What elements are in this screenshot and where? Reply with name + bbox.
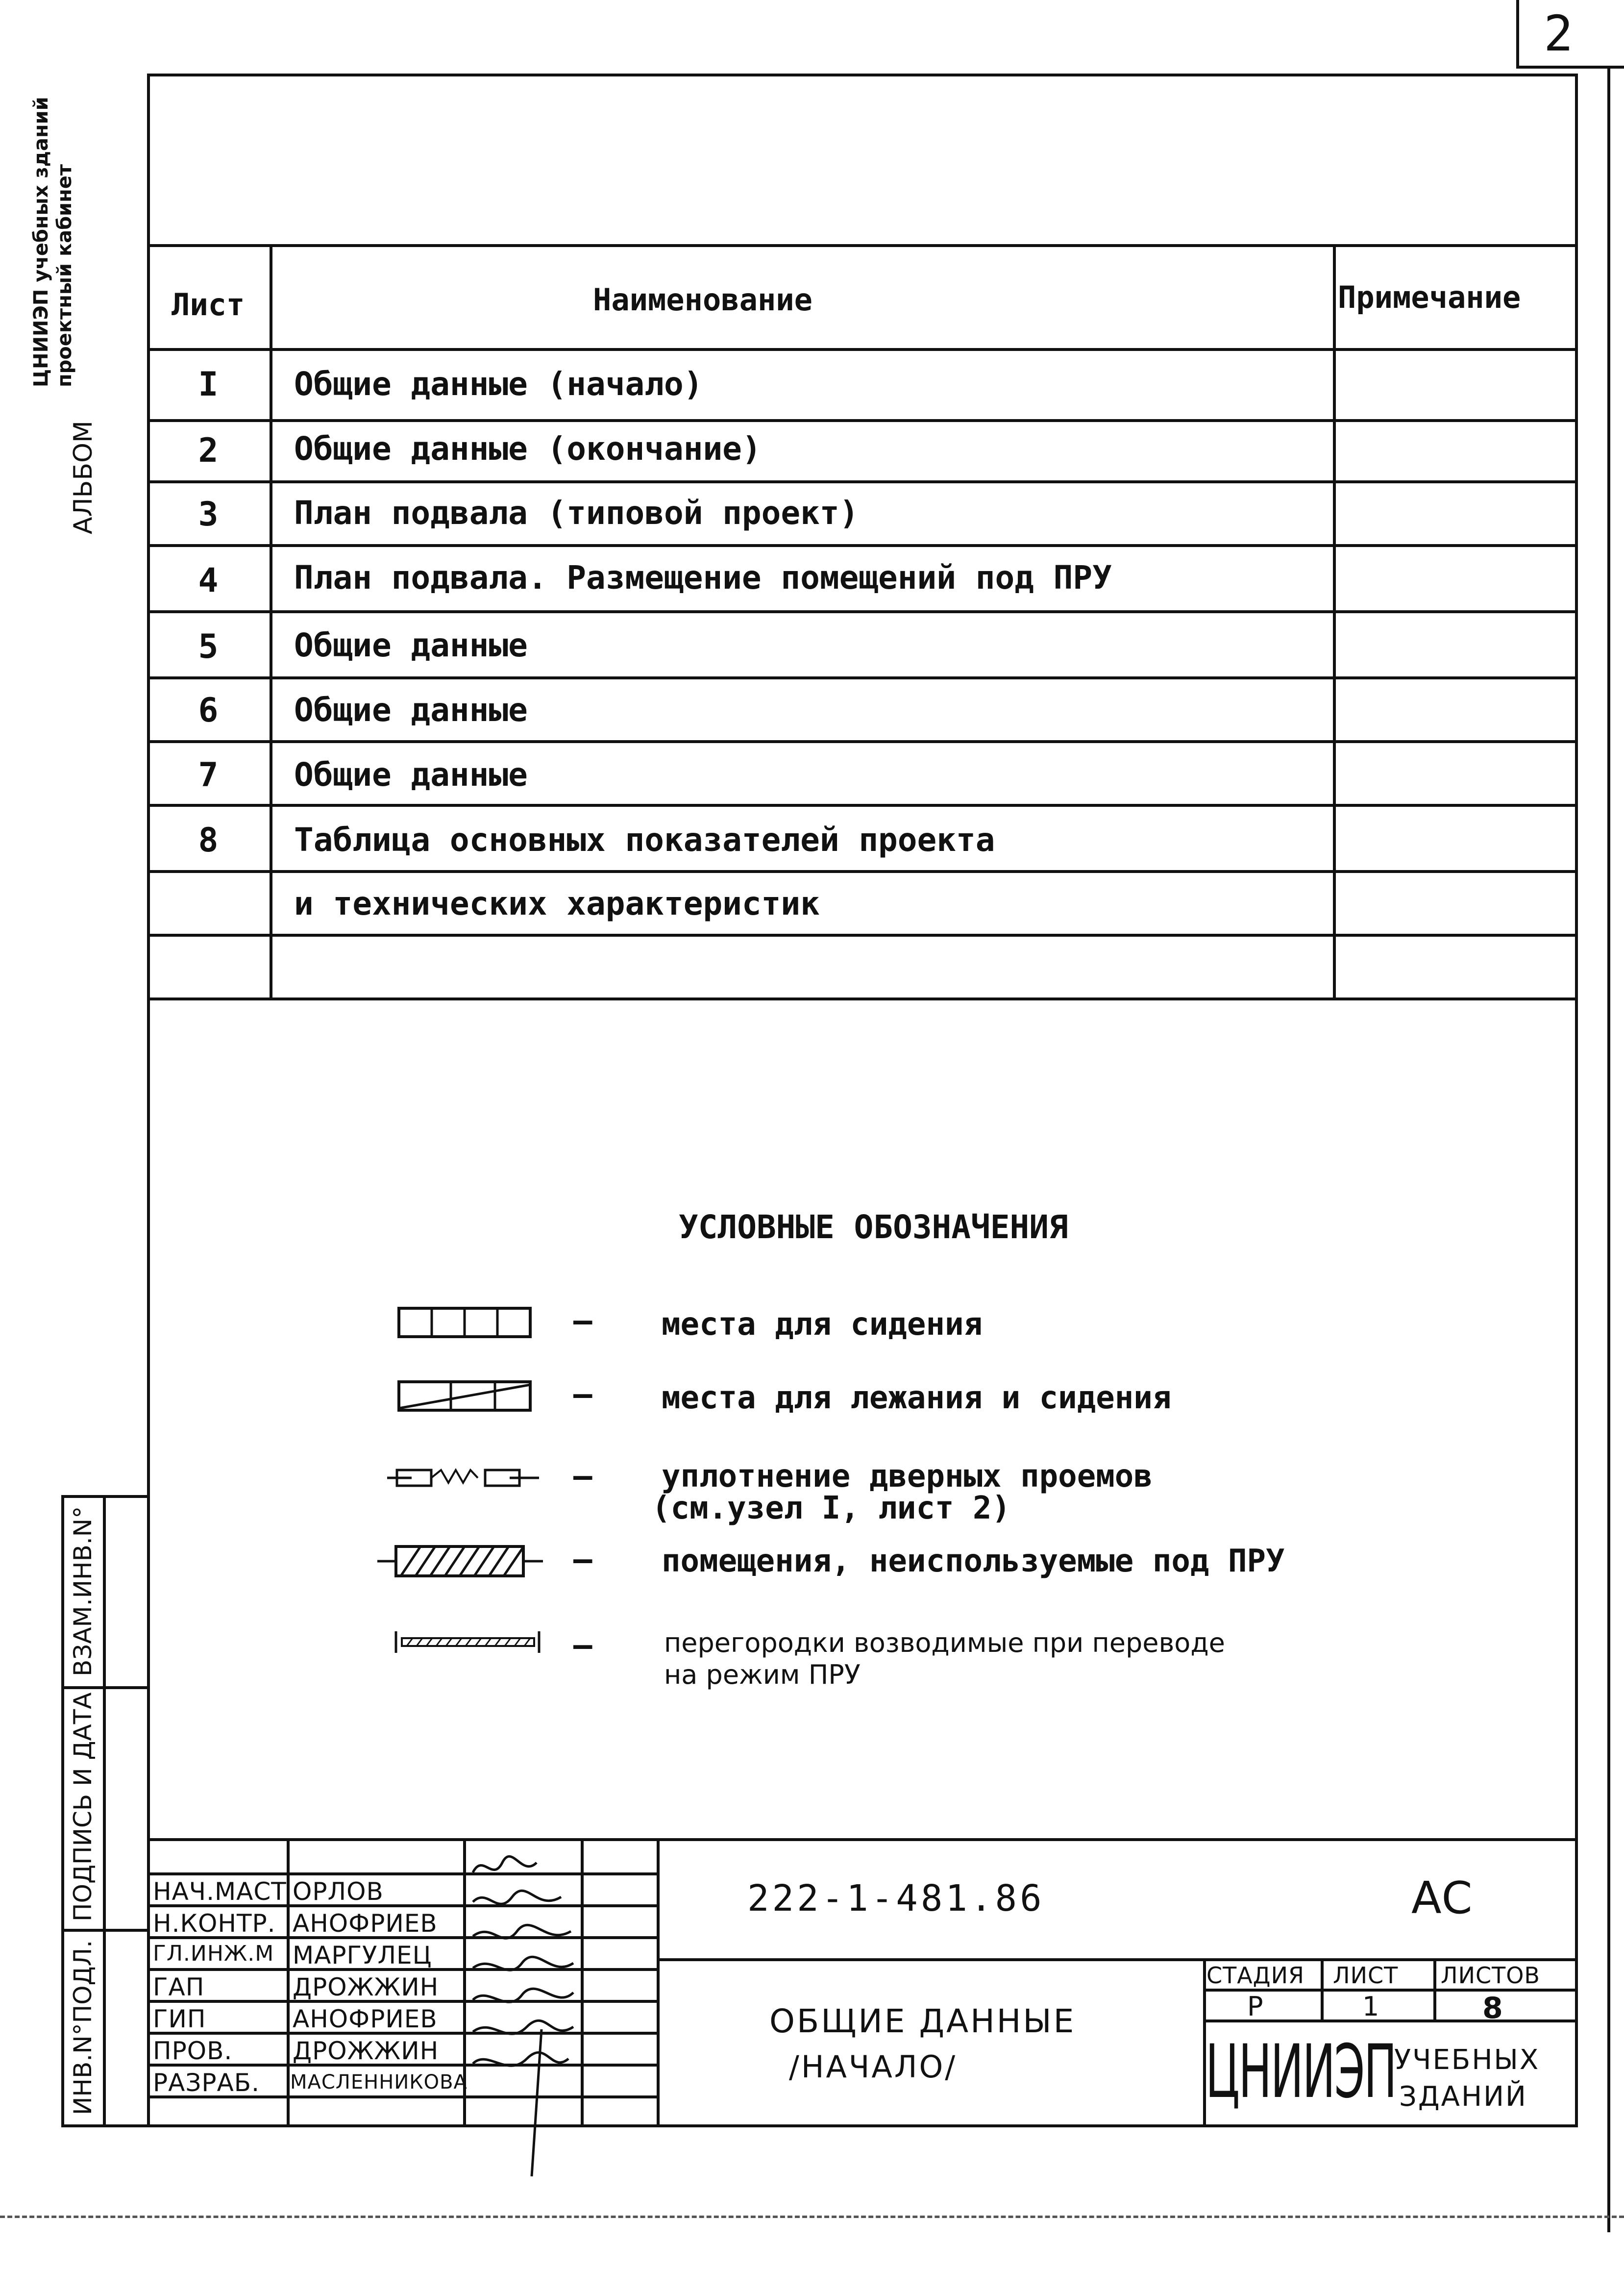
lying-seating-places-icon xyxy=(397,1380,534,1414)
row-sheet: 3 xyxy=(198,495,219,534)
margin-row-line xyxy=(61,1495,149,1498)
margin-row-line xyxy=(61,2124,149,2127)
table-row-line xyxy=(147,419,1578,422)
sig-role: НАЧ.МАСТ xyxy=(153,1877,287,1906)
table-col-divider xyxy=(1333,244,1336,1000)
inv-orig-label: ИНВ.N°ПОДЛ. xyxy=(69,1940,97,2115)
header-name: Наименование xyxy=(593,282,812,318)
title-block-top xyxy=(147,1838,1578,1841)
table-col-divider xyxy=(270,244,272,1000)
table-top-line xyxy=(147,244,1578,247)
row-sheet: 8 xyxy=(198,821,219,860)
legend-text: перегородки возводимые при переводе xyxy=(664,1627,1225,1658)
sig-row-line xyxy=(147,1872,659,1875)
sig-name: ОРЛОВ xyxy=(293,1877,384,1906)
sig-role: ГАП xyxy=(153,1973,205,2001)
row-sheet: I xyxy=(198,365,219,404)
legend-text: места для сидения xyxy=(662,1306,983,1343)
row-name: и технических характеристик xyxy=(294,885,820,923)
legend-dash: — xyxy=(573,1376,592,1413)
sig-role: ГИП xyxy=(153,2005,206,2033)
legend-title: УСЛОВНЫЕ ОБОЗНАЧЕНИЯ xyxy=(679,1208,1068,1246)
table-bottom-line xyxy=(147,997,1578,1000)
project-code: 222-1-481.86 xyxy=(747,1877,1045,1920)
legend-text-line2: на режим ПРУ xyxy=(664,1659,861,1690)
sheet-value: 1 xyxy=(1362,1991,1380,2022)
table-row-line xyxy=(147,934,1578,937)
drawing-title-line1: ОБЩИЕ ДАННЫЕ xyxy=(769,2002,1076,2040)
table-row-line xyxy=(147,740,1578,743)
sig-role: РАЗРАБ. xyxy=(153,2069,260,2097)
row-name: План подвала. Размещение помещений под ПРУ xyxy=(294,559,1112,597)
stage-label: СТАДИЯ xyxy=(1206,1962,1304,1989)
sig-name: АНОФРИЕВ xyxy=(293,2005,438,2033)
sig-name: МАСЛЕННИКОВА xyxy=(290,2071,468,2094)
door-seal-icon xyxy=(387,1463,544,1493)
page-number: 2 xyxy=(1544,5,1574,62)
table-row-line xyxy=(147,804,1578,807)
table-row-line xyxy=(147,870,1578,873)
stage-value: Р xyxy=(1247,1991,1264,2022)
row-sheet: 4 xyxy=(198,561,219,600)
seating-places-icon xyxy=(397,1306,534,1341)
outer-right-border xyxy=(1607,66,1610,2232)
side-org-line2: проектный кабинет xyxy=(53,164,76,387)
legend-dash: — xyxy=(573,1303,592,1339)
handwritten-signatures xyxy=(463,1843,581,2186)
legend-text-line2: (см.узел I, лист 2) xyxy=(652,1490,1011,1526)
bottom-dashed-edge xyxy=(0,2216,1624,2218)
table-row-line xyxy=(147,480,1578,483)
sheet-label: ЛИСТ xyxy=(1333,1962,1399,1989)
row-name: Общие данные (окончание) xyxy=(294,430,762,468)
row-name: Общие данные xyxy=(294,626,528,664)
side-album-label: АЛЬБОМ xyxy=(69,421,98,534)
org-sub2: ЗДАНИЙ xyxy=(1399,2081,1527,2113)
margin-row-line xyxy=(61,1929,149,1932)
legend-dash: — xyxy=(573,1542,592,1578)
margin-row-line xyxy=(61,1686,149,1689)
row-sheet: 6 xyxy=(198,691,219,730)
sig-name: МАРГУЛЕЦ xyxy=(293,1941,432,1970)
sign-date-label: ПОДПИСЬ И ДАТА xyxy=(69,1692,97,1921)
title-block-mid xyxy=(657,1958,1578,1961)
org-sub1: УЧЕБНЫХ xyxy=(1394,2044,1540,2076)
sig-name: АНОФРИЕВ xyxy=(293,1909,438,1938)
legend-dash: — xyxy=(573,1627,592,1664)
header-sheet: Лист xyxy=(172,287,245,323)
org-logo: ЦНИИЭП xyxy=(1206,2029,1396,2115)
row-name: Общие данные xyxy=(294,756,528,794)
hatched-room-icon xyxy=(377,1542,544,1581)
partition-icon xyxy=(392,1627,544,1657)
sig-col-line xyxy=(287,1838,290,2127)
side-org-line1: ЦНИИЭП учебных зданий xyxy=(30,97,52,387)
inv-repl-label: ВЗАМ.ИНВ.N° xyxy=(69,1506,97,1676)
row-name: План подвала (типовой проект) xyxy=(294,494,859,532)
row-sheet: 2 xyxy=(198,431,219,470)
sig-col-line xyxy=(657,1838,660,2127)
sig-col-line xyxy=(581,1838,584,2127)
page-number-divider xyxy=(1516,0,1519,69)
row-name: Общие данные xyxy=(294,691,528,729)
drawing-title-line2: /НАЧАЛО/ xyxy=(789,2049,958,2085)
sheets-value: 8 xyxy=(1482,1991,1503,2025)
sig-name: ДРОЖЖИН xyxy=(293,1973,439,2001)
legend-text: места для лежания и сидения xyxy=(662,1380,1172,1416)
sig-role: Н.КОНТР. xyxy=(153,1909,276,1938)
side-org-stamp xyxy=(29,97,76,387)
legend-text: помещения, неиспользуемые под ПРУ xyxy=(662,1543,1285,1579)
header-note: Примечание xyxy=(1338,279,1521,315)
sig-role: ПРОВ. xyxy=(153,2037,233,2065)
sig-role: ГЛ.ИНЖ.М xyxy=(153,1941,274,1966)
row-sheet: 5 xyxy=(198,627,219,666)
row-name: Таблица основных показателей проекта xyxy=(294,821,995,859)
legend-dash: — xyxy=(573,1458,592,1495)
document-mark: АС xyxy=(1411,1872,1473,1924)
table-row-line xyxy=(147,610,1578,613)
table-row-line xyxy=(147,544,1578,547)
table-row-line xyxy=(147,676,1578,679)
sheets-label: ЛИСТОВ xyxy=(1441,1962,1540,1989)
row-sheet: 7 xyxy=(198,756,219,795)
margin-col-line xyxy=(61,1495,64,2127)
row-name: Общие данные (начало) xyxy=(294,365,703,403)
legend-text: уплотнение дверных проемов xyxy=(662,1458,1153,1495)
sig-name: ДРОЖЖИН xyxy=(293,2037,439,2065)
table-header-line xyxy=(147,348,1578,351)
margin-col-line xyxy=(103,1495,106,2127)
